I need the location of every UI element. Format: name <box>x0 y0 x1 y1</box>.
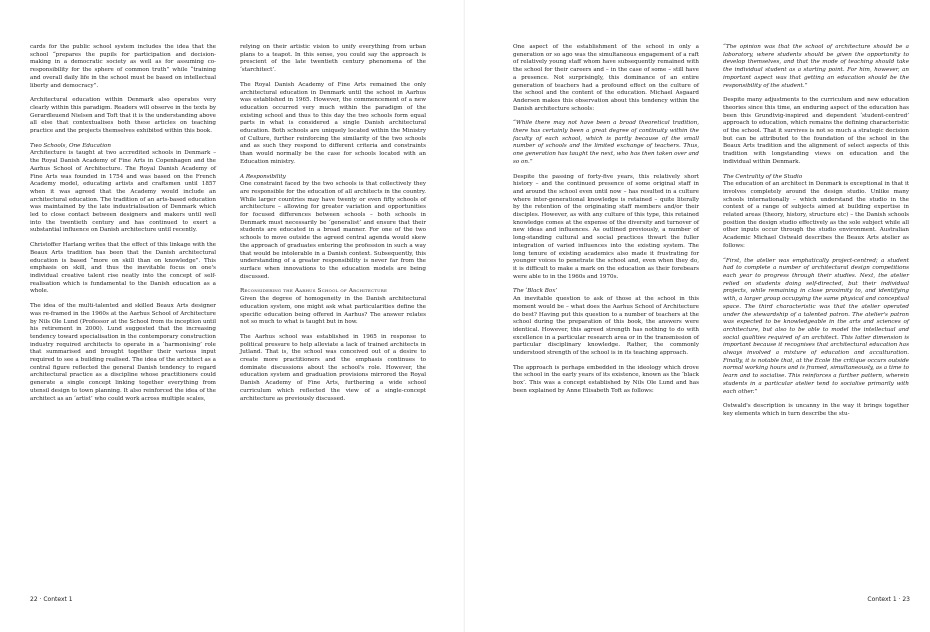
body-paragraph: The Royal Danish Academy of Fine Arts remained the only architectural education in Denmark until the school in Aarhus was established in 1965. However, the commencement of a new education occurred very much within the paradigm of the existing school and thus to this day the two schools form equal parts in what is considered a single Danish architectural education. Both schools are uniquely located within the Ministry of Culture, further reinforcing the similarity of the two schools and as such they respond to different criteria and constraints than would normally be the case for schools located with an Education ministry. <box>240 81 426 165</box>
body-paragraph: relying on their artistic vision to unify everything from urban plans to a teapot. In this sense, you could say the approach is prescient of the late twentieth century phenomena of the ‘starchitect’. <box>240 44 426 74</box>
right-page-folio: Context 1 · 23 <box>867 596 910 603</box>
body-paragraph: The approach is perhaps embedded in the ideology which drove the school in the early years of its existence, known as the ‘black box’. This was a concept established by Nils Ole Lund and has been explained by Anne Elisabeth Toft as follows: <box>513 364 699 394</box>
body-paragraph: Despite many adjustments to the curriculum and new education theories since this time, an enduring aspect of the education has been this Grundtvig-inspired and dependent ‘student-centred’ approach to education, which remains the defining characteristic of the school. That it survives is not so much a strategic decision but can be attributed to the foundation of the school in the Beaux Arts tradition and the alignment of select aspects of this tradition with longstanding views on education and the individual within Denmark. <box>723 97 909 165</box>
body-paragraph: Architectural education within Denmark also operates very clearly within this paradigm. Readers will observe in the texts by Gerardleuend Nielsen and Toft that it is the understanding above all else that contextualises both these articles on teaching practice and the projects themselves exhibited within this book. <box>30 97 216 135</box>
block-quote: “While there may not have been a broad theoretical tradition, there has certainly been a great degree of continuity within the faculty of each school, which is partly because of the small number of schools and the limited exchange of teachers. Thus, one generation has taught the next, who has then taken over and so on.” <box>513 120 699 165</box>
body-paragraph: One aspect of the establishment of the school in only a generation or so ago was the simultaneous engagement of a raft of relatively young staff whom have subsequently remained with the school for their careers and – in the case of some – still have a presence. Not surprisingly, this dominance of an entire generation of teachers had a profound effect on the culture of the school and the content of the education. Michael Asgaard Andersen makes this observation about this tendency within the Danish architecture schools: <box>513 44 699 112</box>
body-paragraph: One constraint faced by the two schools is that collectively they are responsible for the education of all architects in the country. While larger countries may have twenty or even fifty schools of architecture – allowing for greater variation and opportunities for focused differences between schools – both schools in Denmark must necessarily be ‘generalist’ and ensure that their students are educated in a broad manner. For one of the two schools to move outside the agreed central agenda would skew the approach of graduates entering the profession in such a way that would be intolerable in a Danish context. Subsequently, this understanding of a greater responsibility is never far from the surface when innovations to the education models are being discussed. <box>240 181 426 280</box>
section-heading: Two Schools, One Education <box>30 142 112 149</box>
section-heading: The ‘Black Box’ <box>513 288 558 295</box>
body-paragraph: The idea of the multi-talented and skilled Beaux Arts designer was re-framed in the 1960s at the Aarhus School of Architecture by Nils Ole Lund (Professor at the School from its inception until his retirement in 2000). Lund suggested that the increasing tendency toward specialisation in the contemporary construction industry required architects to operate in a ‘harmonising’ role that summarised and brought together their various input required to see a building realised. The idea of the architect as a central figure reflected the general Danish tendency to regard architectural practice as a discipline whose practitioners could generate a single concept linking together everything from utensil design to town planning. It also reinforced the idea of the architect as an ‘artist’ who could work across multiple scales, <box>30 303 216 402</box>
left-page-column-2 <box>240 44 426 410</box>
body-paragraph: Architecture is taught at two accredited schools in Denmark – the Royal Danish Academy of Fine Arts in Copenhagen and the Aarhus School of Architecture. The Royal Danish Academy of Fine Arts was founded in 1754 and was based on the French Academy model, educating artists and craftsmen until 1857 when it was agreed that the Academy would include an architectural education. The tradition of an arts-based education was maintained by the late industrialisation of Denmark which led to close contact between designers and makers until well into the twentieth century and has continued to exert a substantial influence on Danish architecture until recently. <box>30 150 216 234</box>
body-paragraph: Ostwald's description is uncanny in the way it brings together key elements which in turn describe the stu- <box>723 403 909 417</box>
left-page-column-1 <box>30 44 216 410</box>
section-heading: A Responsibility <box>240 173 286 180</box>
block-quote: “First, the atelier was emphatically project-centred; a student had to complete a number of architectural design competitions each year to progress through their studies. Next, the atelier relied on students doing self-directed, but their individual projects, while remaining in close proximity to, and identifying with, a larger group occupying the same physical and conceptual space. The third characteristic was that the atelier operated under the stewardship of a talented patron. The atelier's patron was expected to be knowledgeable in the arts and sciences of architecture, but also to be able to model the intellectual and social qualities required of an architect. This latter dimension is important because it recognises that architectural education has always involved a mixture of education and acculturation. Finally, it is notable that, at the Ecole the critique occurs outside normal working hours and is framed, simultaneously, as a time to learn and to socialise. This reinforces a further pattern, wherein students in a particular atelier tend to socialise primarily with each other.” <box>723 257 909 395</box>
right-page <box>465 0 930 632</box>
section-heading: Reconsidering the Aarhus School of Architecture <box>240 288 388 295</box>
body-paragraph: Given the degree of homogeneity in the Danish architectural education system, one might ask what particularities define the specific education being offered in Aarhus? The answer relates not so much to what is taught but in how. <box>240 296 426 326</box>
body-paragraph: Christoffer Harlang writes that the effect of this linkage with the Beaux Arts tradition has been that the Danish architectural education is based “more on skill than on knowledge”. This emphasis on skill, and thus the inevitable focus on one's individual creative talent rise neatly into the concept of self-realisation which is fundamental to the Danish education as a whole. <box>30 242 216 295</box>
right-page-column-1 <box>513 44 699 403</box>
right-page-column-2 <box>723 44 909 426</box>
body-paragraph: The education of an architect in Denmark is exceptional in that it involves completely around the design studio. Unlike many schools internationally – which understand the studio in the context of a range of subjects aimed at building expertise in related areas (theory, history, structure etc) – the Danish schools position the design studio effectively as the sole subject while all other inputs occur through the studio environment. Australian Academic Michael Ostwald describes the Beaux Arts atelier as follows: <box>723 181 909 249</box>
body-paragraph: An inevitable question to ask of those at the school in this moment would be – what does the Aarhus School of Architecture do best? Having put this question to a number of teachers at the school during the preparation of this book, the answers were identical. However, this agreed strength has nothing to do with excellence in a particular research area or in the transmission of particular disciplinary knowledge. Rather, the commonly understood strength of the school is in its teaching approach. <box>513 296 699 357</box>
left-page-folio: 22 · Context 1 <box>30 596 73 603</box>
section-heading: The Centrality of the Studio <box>723 173 803 180</box>
block-quote: “The opinion was that the school of architecture should be a laboratory, where students should be given the opportunity to develop themselves, and that the mode of teaching should take the individual student as a starting point. For him, however, an important aspect was that getting an education should be the responsibility of the student.” <box>723 44 909 89</box>
body-paragraph: Despite the passing of forty-five years, this relatively short history – and the continued presence of some original staff in and around the school even until now – has resulted in a culture where inter-generational knowledge is retained – quite literally by the retention of the originating staff members and/or their disciples. However, as with any culture of this type, this retained knowledge comes at the expense of the diversity and turnover of new ideas and influences. As outlined previously, a number of long-standing cultural and social practices thwart the fuller integration of varied influences into the existing system. The long tenure of existing academics also made it frustrating for younger voices to penetrate the school and, even when they do, it is difficult to make a mark on the education as their forebears were able to in the 1960s and 1970s. <box>513 173 699 280</box>
body-paragraph: The Aarhus school was established in 1965 in response to political pressure to help alleviate a lack of trained architects in Jutland. That is, the school was conceived out of a desire to create more practitioners and the emphasis continues to dominate discussions about the school's role. However, the education system and graduation provisions mirrored the Royal Danish Academy of Fine Arts, furthering a wide school curriculum which reflected the view of a single-concept architecture as previously discussed. <box>240 333 426 402</box>
body-paragraph: cards for the public school system includes the idea that the school “prepares the pupils for participation and decision-making in a democratic society as well as for assuming co-responsibility for the sphere of common truth” while “training and overall daily life in the school must be based on intellectual liberty and democracy”. <box>30 44 216 89</box>
